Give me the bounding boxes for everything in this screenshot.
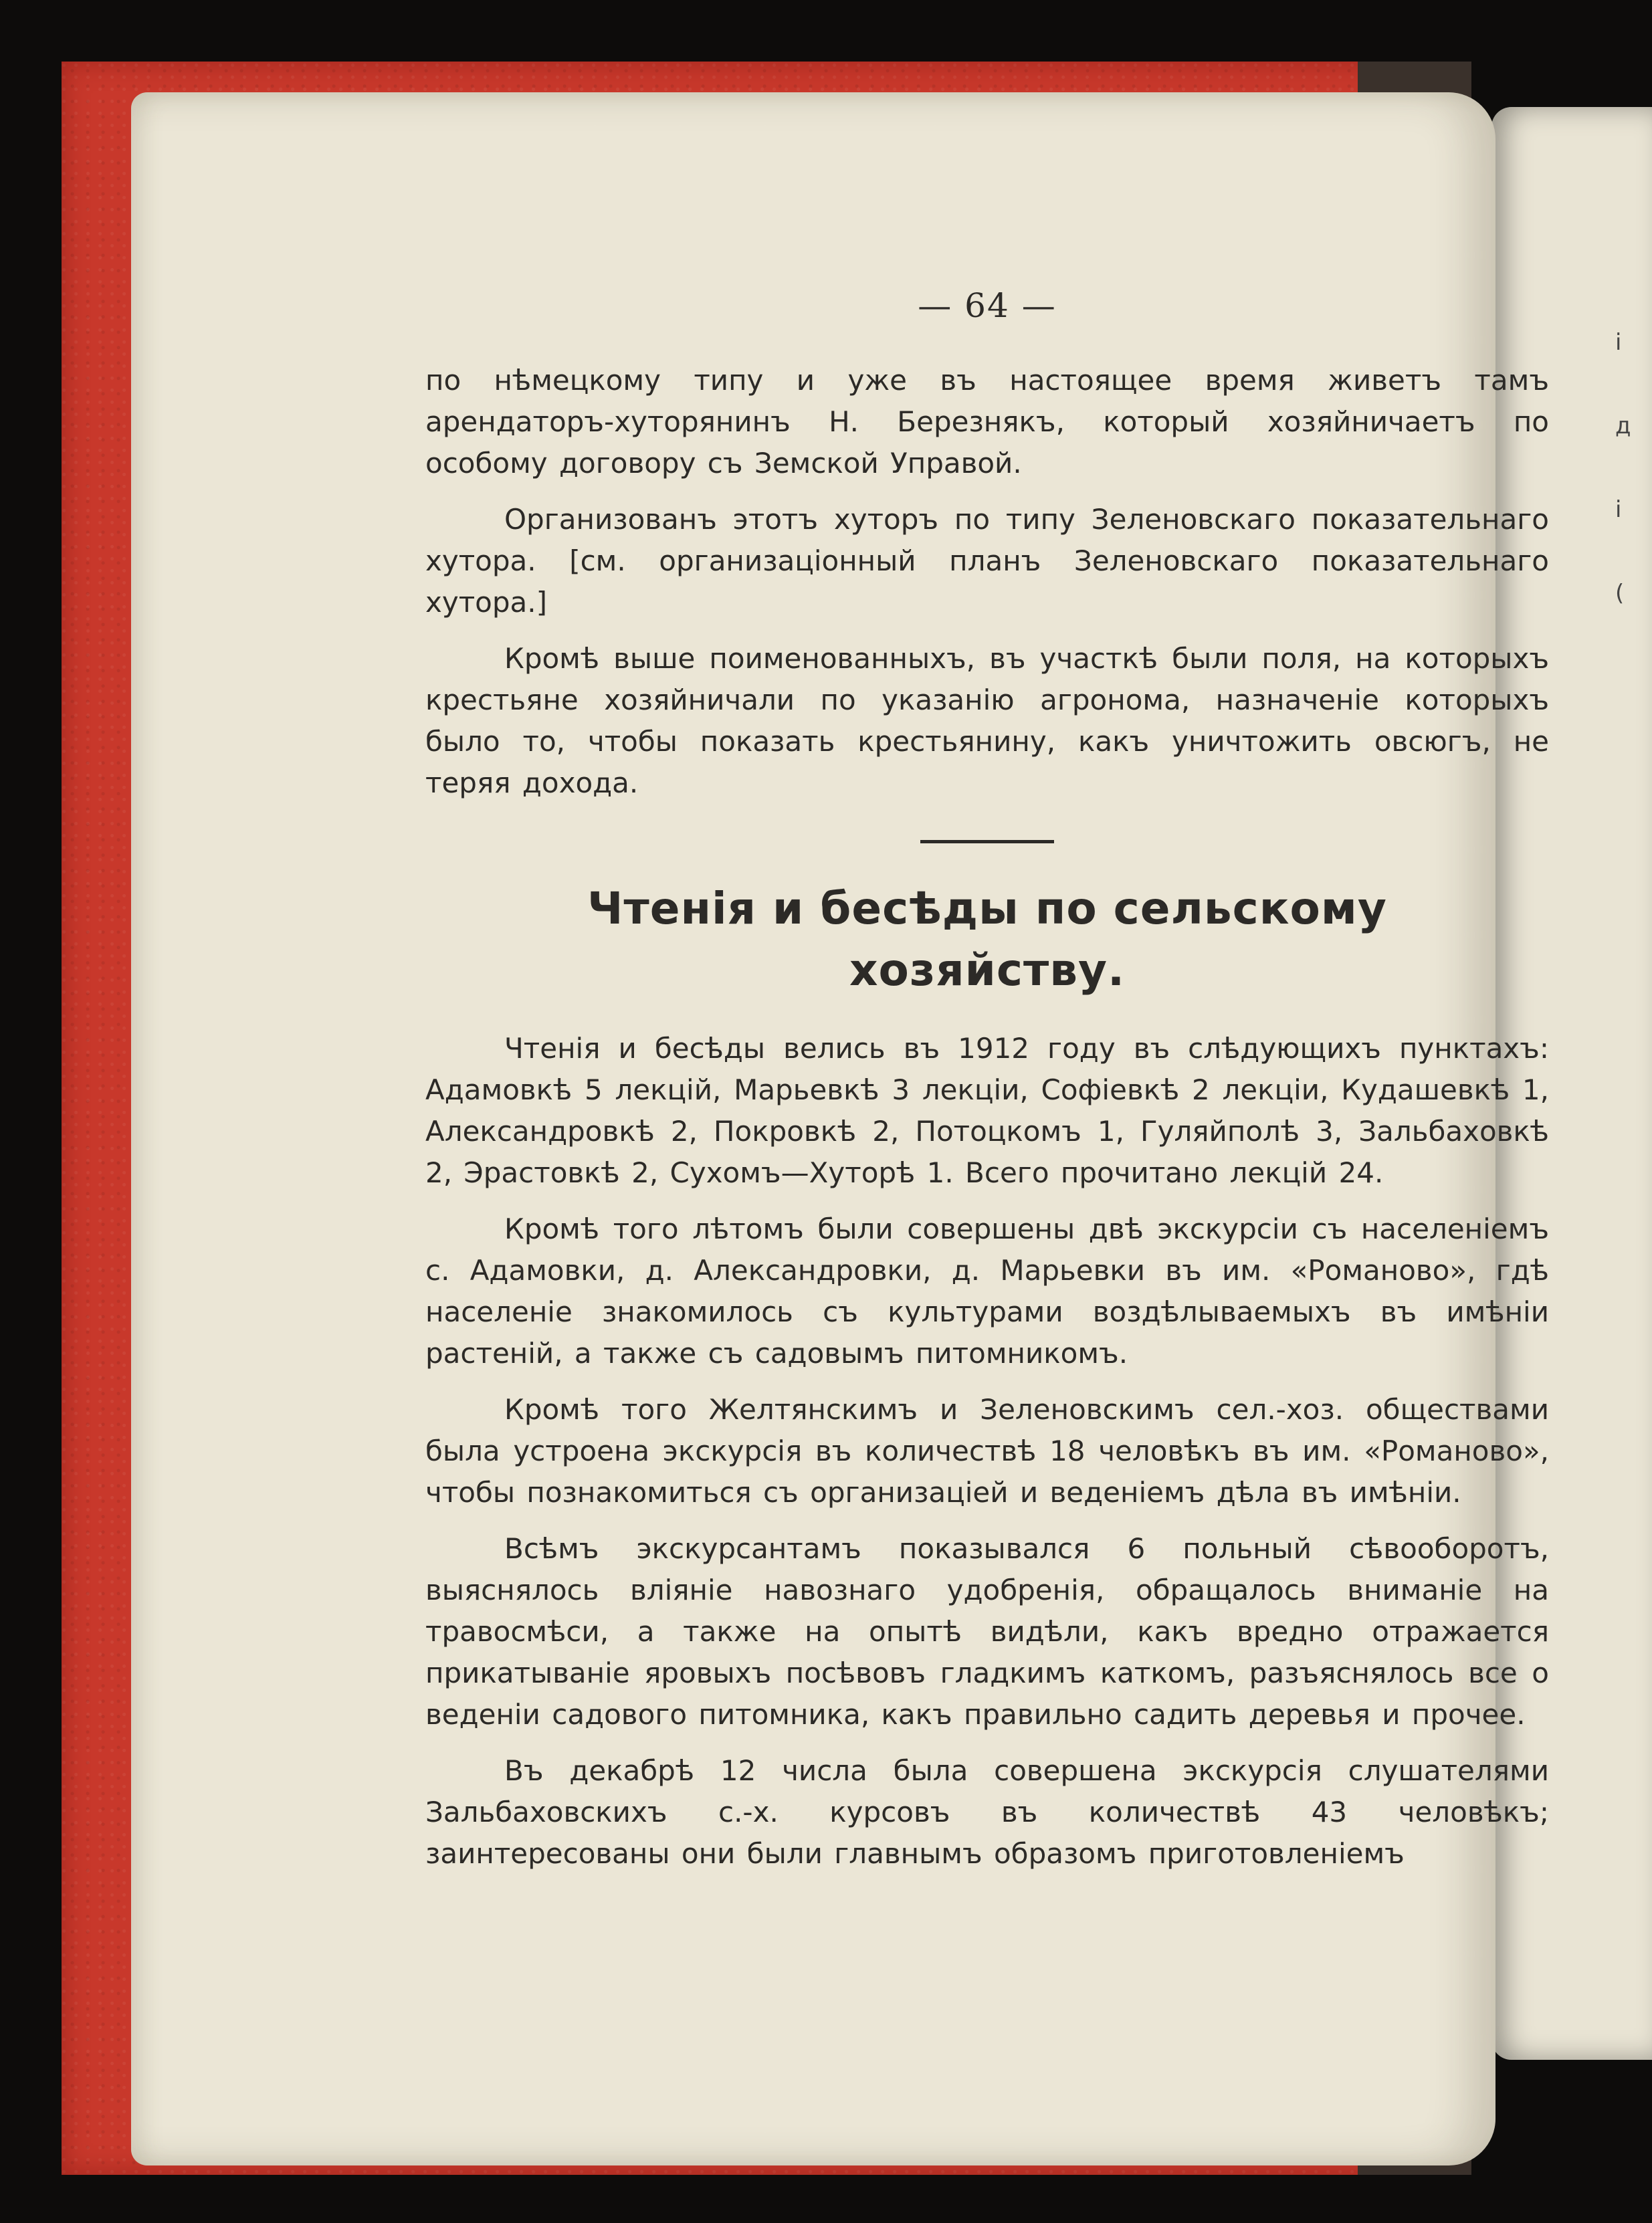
adjacent-page-letters	[1615, 301, 1631, 635]
adjacent-letter: д	[1615, 413, 1631, 439]
section-heading-line: Чтенія и бесѣды по сельскому	[587, 883, 1387, 934]
paragraph: Кромѣ того лѣтомъ были совершены двѣ экскурсіи съ населеніемъ с. Адамовки, д. Александровки, д. Марьевки въ им. «Романово», гдѣ населеніе знакомилось съ культурами воздѣлываемыхъ въ имѣніи растеній, а также съ садовымъ питомникомъ.	[425, 1212, 1549, 1370]
paragraph: Кромѣ выше поименованныхъ, въ участкѣ были поля, на которыхъ крестьяне хозяйничали по указанію агронома, назначеніе которыхъ было то, чтобы показать крестьянину, какъ уничтожить овсюгъ, не теряя дохода.	[425, 642, 1549, 799]
section-heading-line: хозяйству.	[849, 944, 1126, 996]
paragraph: Всѣмъ экскурсантамъ показывался 6 польный сѣвооборотъ, выяснялось вліяніе навознаго удобренія, обращалось вниманіе на травосмѣси, а также на опытѣ видѣли, какъ вредно отражается прикатываніе яровыхъ посѣвовъ гладкимъ каткомъ, разъяснялось все о веденіи садового питомника, какъ правильно садить деревья и прочее.	[425, 1532, 1549, 1731]
paragraph: по нѣмецкому типу и уже въ настоящее время живетъ тамъ арендаторъ-хуторянинъ Н. Березнякъ, который хозяйничаетъ по особому договору съ Земской Управой.	[425, 364, 1549, 480]
adjacent-letter: і	[1615, 496, 1622, 523]
book-page	[131, 92, 1549, 2165]
paragraph: Въ декабрѣ 12 числа была совершена экскурсія слушателями Зальбаховскихъ с.-х. курсовъ въ количествѣ 43 человѣкъ; заинтересованы они были главнымъ образомъ приготовленіемъ	[425, 1754, 1549, 1870]
section-heading	[425, 878, 1549, 1001]
page-number: — 64 —	[918, 286, 1057, 325]
paragraph: Чтенія и бесѣды велись въ 1912 году въ слѣдующихъ пунктахъ: Адамовкѣ 5 лекцій, Марьевкѣ 3 лекціи, Софіевкѣ 2 лекціи, Кудашевкѣ 1, Александровкѣ 2, Покровкѣ 2, Потоцкомъ 1, Гуляйполѣ 3, Зальбаховкѣ 2, Эрастовкѣ 2, Сухомъ—Хуторѣ 1. Всего прочитано лекцій 24.	[425, 1032, 1549, 1189]
paragraph: Организованъ этотъ хуторъ по типу Зеленовскаго показательнаго хутора. [см. организаціонный планъ Зеленовскаго показательнаго хутора.]	[425, 503, 1549, 619]
adjacent-letter: і	[1615, 329, 1622, 356]
section-divider	[920, 840, 1054, 843]
page-content	[425, 286, 1549, 2092]
paragraph: Кромѣ того Желтянскимъ и Зеленовскимъ сел.-хоз. обществами была устроена экскурсія въ количествѣ 18 человѣкъ въ им. «Романово», чтобы познакомиться съ организаціей и веденіемъ дѣла въ имѣніи.	[425, 1393, 1549, 1509]
adjacent-letter: (	[1615, 580, 1625, 607]
